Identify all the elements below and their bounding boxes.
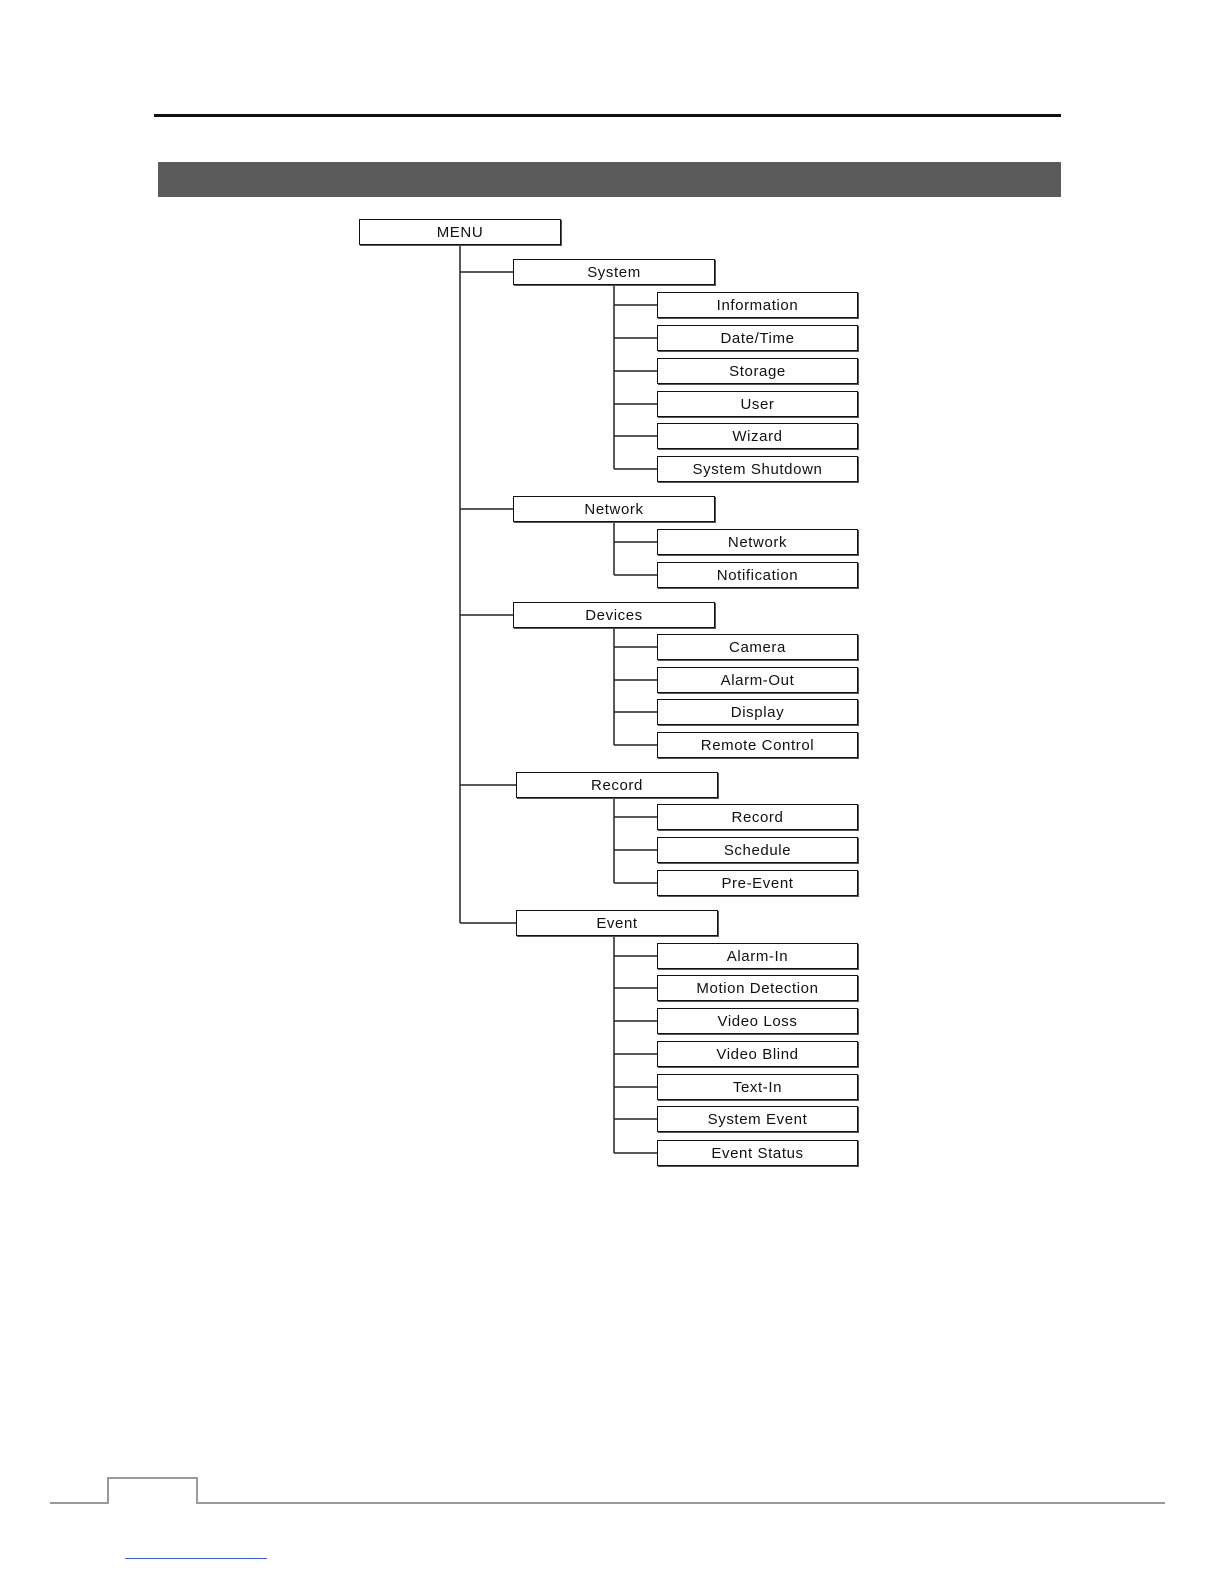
item-wizard-node: Wizard xyxy=(657,423,858,449)
menu-root-node: MENU xyxy=(359,219,561,245)
footer-rule xyxy=(50,1502,1165,1504)
category-network-node: Network xyxy=(513,496,715,522)
item-information-node: Information xyxy=(657,292,858,318)
item-notification-node: Notification xyxy=(657,562,858,588)
item-network-node: Network xyxy=(657,529,858,555)
item-remote-control-node: Remote Control xyxy=(657,732,858,758)
item-system-event-node: System Event xyxy=(657,1106,858,1132)
item-user-node: User xyxy=(657,391,858,417)
item-record-node: Record xyxy=(657,804,858,830)
item-date-time-node: Date/Time xyxy=(657,325,858,351)
item-alarm-in-node: Alarm-In xyxy=(657,943,858,969)
category-record-node: Record xyxy=(516,772,718,798)
footer-link-underline xyxy=(125,1558,267,1559)
item-display-node: Display xyxy=(657,699,858,725)
item-camera-node: Camera xyxy=(657,634,858,660)
item-pre-event-node: Pre-Event xyxy=(657,870,858,896)
item-schedule-node: Schedule xyxy=(657,837,858,863)
item-video-loss-node: Video Loss xyxy=(657,1008,858,1034)
item-motion-detection-node: Motion Detection xyxy=(657,975,858,1001)
category-event-node: Event xyxy=(516,910,718,936)
item-text-in-node: Text-In xyxy=(657,1074,858,1100)
footer-page-tab xyxy=(107,1477,198,1504)
category-devices-node: Devices xyxy=(513,602,715,628)
item-video-blind-node: Video Blind xyxy=(657,1041,858,1067)
item-alarm-out-node: Alarm-Out xyxy=(657,667,858,693)
item-system-shutdown-node: System Shutdown xyxy=(657,456,858,482)
item-storage-node: Storage xyxy=(657,358,858,384)
item-event-status-node: Event Status xyxy=(657,1140,858,1166)
category-system-node: System xyxy=(513,259,715,285)
